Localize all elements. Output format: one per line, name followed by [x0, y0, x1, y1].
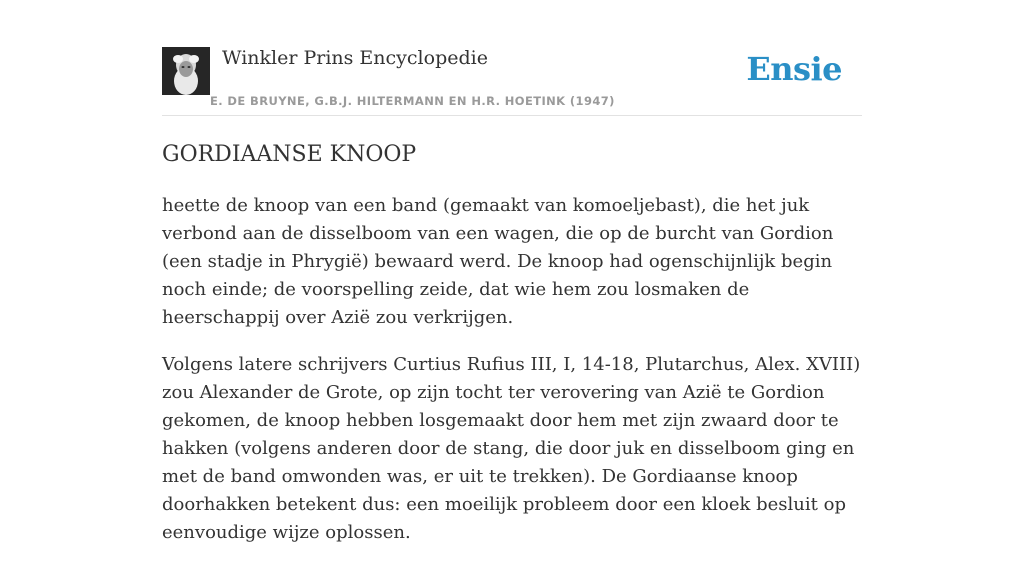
page-container: [162, 0, 862, 543]
site-subtitle: E. DE BRUYNE, G.B.J. HILTERMANN EN H.R. HOETINK (1947): [210, 94, 615, 108]
ensie-logo[interactable]: Ensie: [746, 50, 842, 88]
article-paragraph: heette de knoop van een band (gemaakt van komoeljebast), die het juk verbond aan de disselboom van een wagen, die op de burcht van Gordion (een stadje in Phrygië) bewaard werd. De knoop had ogenschijnlijk begin noch einde; de voorspelling zeide, dat wie hem zou losmaken de heerschappij over Azië zou verkrijgen.: [162, 195, 834, 328]
article-title: GORDIAANSE KNOOP: [162, 142, 417, 167]
author-avatar: [162, 47, 210, 95]
article-body: [162, 192, 862, 566]
author-portrait-icon: [162, 47, 210, 95]
article-paragraph: Volgens latere schrijvers Curtius Rufius III, I, 14-18, Plutarchus, Alex. XVIII) zou Alexander de Grote, op zijn tocht ter verovering van Azië te Gordion gekomen, de knoop hebben losgemaakt door hem met zijn zwaard door te hakken (volgens anderen door de stang, die door juk en disselboom ging en met de band omwonden was, er uit te trekken). De Gordiaanse knoop doorhakken betekent dus: een moeilijk probleem door een kloek besluit op eenvoudige wijze oplossen.: [162, 354, 861, 543]
site-header: [162, 0, 862, 116]
site-title[interactable]: Winkler Prins Encyclopedie: [222, 47, 488, 69]
